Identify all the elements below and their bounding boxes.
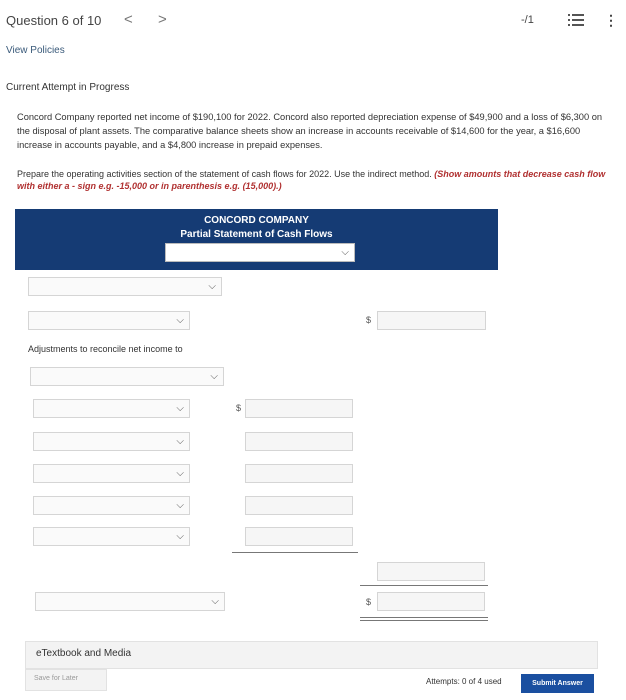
double-underline-1 — [360, 617, 488, 618]
etextbook-label: eTextbook and Media — [36, 648, 132, 659]
instructions — [17, 168, 617, 192]
adjustment-select-4[interactable] — [33, 496, 190, 515]
adjustment-select-2[interactable] — [33, 432, 190, 451]
line-item-select-3[interactable] — [30, 367, 224, 386]
submit-answer-button[interactable]: Submit Answer — [521, 674, 594, 693]
score-display: -/1 — [521, 14, 534, 26]
dollar-sign: $ — [366, 315, 372, 325]
save-label: Save for Later — [34, 675, 78, 682]
adjustment-select-5[interactable] — [33, 527, 190, 546]
instructions-note: (Show amounts that decrease cash flow with either a - sign e.g. -15,000 or in parenthesis e.g. (15,000).) — [17, 169, 606, 191]
chevron-down-icon: ⌵ — [176, 531, 184, 542]
adjustment-amount-1[interactable] — [245, 399, 353, 418]
next-question-button[interactable]: > — [158, 11, 167, 28]
chevron-down-icon: ⌵ — [176, 500, 184, 511]
total-underline — [360, 585, 488, 586]
chevron-down-icon: ⌵ — [176, 468, 184, 479]
etextbook-media-panel[interactable] — [25, 641, 598, 669]
list-icon[interactable] — [568, 13, 584, 27]
save-for-later-button[interactable] — [25, 669, 107, 691]
period-select[interactable] — [165, 243, 355, 262]
statement-header — [15, 209, 498, 270]
chevron-down-icon: ⌵ — [176, 315, 184, 326]
attempt-status: Current Attempt in Progress — [6, 82, 130, 93]
problem-text: Concord Company reported net income of $190,100 for 2022. Concord also reported depreciation expense of $49,900 and a loss of $6,300 on the disposal of plant assets. The comparative balance sheets show an increase in accounts receivable of $14,600 for the year, a $16,600 increase in accounts payable, and a $4,800 increase in prepaid expenses. — [17, 112, 603, 150]
chevron-down-icon: ⌵ — [176, 436, 184, 447]
instructions-main: Prepare the operating activities section of the statement of cash flows for 2022. Use the indirect method. — [17, 169, 435, 179]
top-bar — [0, 0, 626, 40]
more-vertical-icon[interactable]: ⋮ — [604, 12, 618, 28]
previous-question-button[interactable]: < — [124, 11, 133, 28]
adjustment-amount-3[interactable] — [245, 464, 353, 483]
double-underline-2 — [360, 620, 488, 621]
adjustment-select-3[interactable] — [33, 464, 190, 483]
line-item-select-2[interactable] — [28, 311, 190, 330]
attempts-counter: Attempts: 0 of 4 used — [426, 677, 502, 686]
net-cash-select[interactable] — [35, 592, 225, 611]
statement-title: Partial Statement of Cash Flows — [180, 229, 333, 240]
chevron-down-icon: ⌵ — [176, 403, 184, 414]
adjustment-amount-2[interactable] — [245, 432, 353, 451]
question-counter: Question 6 of 10 — [6, 13, 102, 28]
dollar-sign: $ — [366, 597, 372, 607]
chevron-down-icon: ⌵ — [211, 596, 219, 607]
line-item-select-1[interactable] — [28, 277, 222, 296]
view-policies-link[interactable]: View Policies — [6, 45, 65, 56]
chevron-down-icon: ⌵ — [341, 247, 349, 258]
adjustment-amount-5[interactable] — [245, 527, 353, 546]
chevron-down-icon: ⌵ — [210, 371, 218, 382]
company-name: CONCORD COMPANY — [204, 215, 309, 226]
total-adjustments-input[interactable] — [377, 562, 485, 581]
amount-input-2[interactable] — [377, 311, 486, 330]
subtotal-underline — [232, 552, 358, 553]
dollar-sign: $ — [236, 403, 242, 413]
chevron-down-icon: ⌵ — [208, 281, 216, 292]
net-cash-amount[interactable] — [377, 592, 485, 611]
adjustments-label: Adjustments to reconcile net income to — [28, 344, 183, 354]
adjustment-select-1[interactable] — [33, 399, 190, 418]
adjustment-amount-4[interactable] — [245, 496, 353, 515]
